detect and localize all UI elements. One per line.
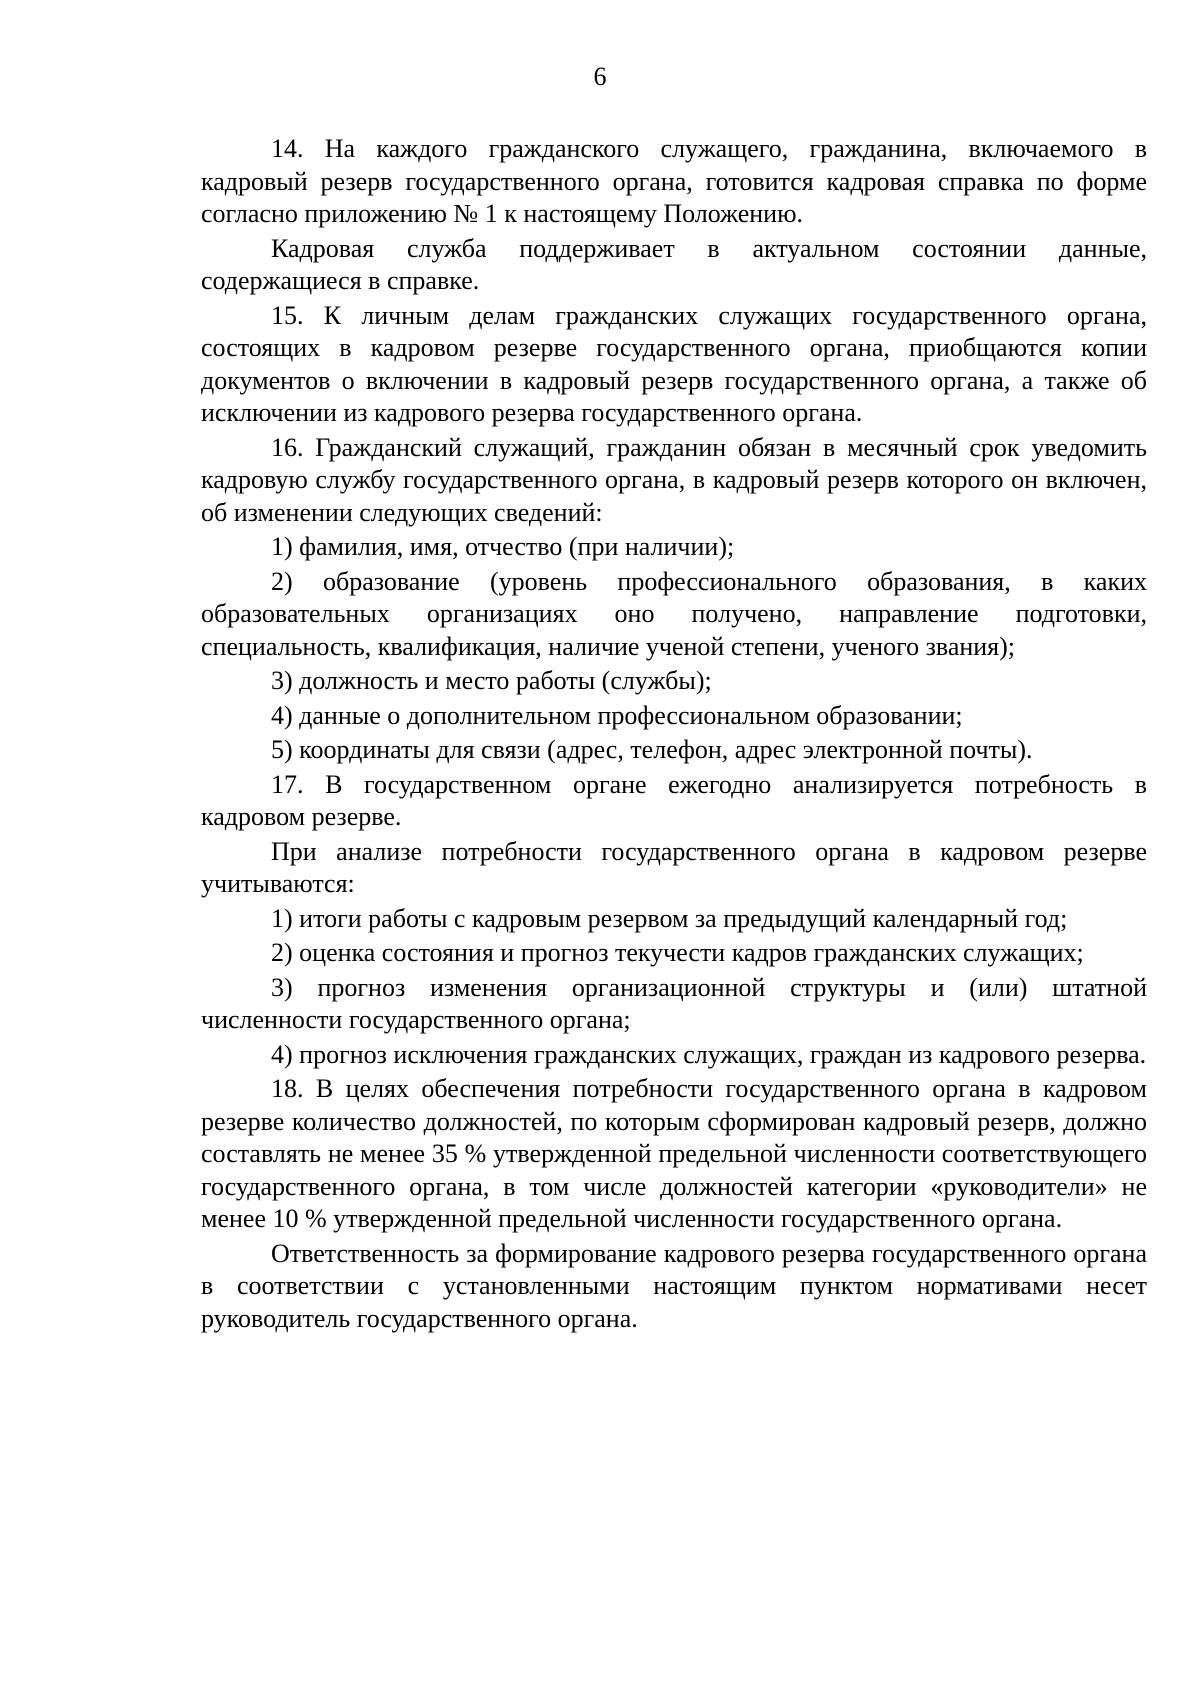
list-item-17-2: 2) оценка состояния и прогноз текучести кадров гражданских служащих; [271, 938, 1084, 967]
paragraph-18: 18. В целях обеспечения потребности государственного органа в кадровом резерве количество должностей, по которым сформирован кадровый резерв, должно составлять не менее 35 % утвержденной предельной численности соответствующего государственного органа, в том числе должностей категории «руководители» не менее 10 % утвержденной предельной численности государственного органа. [201, 1074, 1147, 1233]
list-item-16-1: 1) фамилия, имя, отчество (при наличии); [271, 532, 735, 561]
page-number: 6 [593, 62, 607, 91]
list-item-17-4: 4) прогноз исключения гражданских служащих, граждан из кадрового резерва. [271, 1039, 1147, 1069]
paragraph-14: 14. На каждого гражданского служащего, гражданина, включаемого в кадровый резерв государственного органа, готовится кадровая справка по форме согласно приложению № 1 к настоящему Положению. [201, 134, 1147, 228]
paragraph-15: 15. К личным делам гражданских служащих государственного органа, состоящих в кадровом резерве государственного органа, приобщаются копии документов о включении в кадровый резерв государственного органа, а также об исключении из кадрового резерва государственного органа. [201, 300, 1147, 427]
list-item-17-1: 1) итоги работы с кадровым резервом за предыдущий календарный год; [271, 903, 1068, 933]
paragraph-14-continuation: Кадровая служба поддерживает в актуальном состоянии данные, содержащиеся в справке. [201, 233, 1147, 295]
paragraph-16: 16. Гражданский служащий, гражданин обязан в месячный срок уведомить кадровую службу государственного органа, в кадровый резерв которого он включен, об изменении следующих сведений: [201, 432, 1147, 527]
list-item-16-5: 5) координаты для связи (адрес, телефон, адрес электронной почты). [271, 735, 1033, 764]
list-item-16-3: 3) должность и место работы (службы); [271, 666, 712, 695]
list-item-16-4: 4) данные о дополнительном профессиональном образовании; [271, 700, 963, 730]
paragraph-17: 17. В государственном органе ежегодно анализируется потребность в кадровом резерве. [201, 769, 1147, 831]
paragraph-17-continuation: При анализе потребности государственного органа в кадровом резерве учитываются: [201, 836, 1147, 898]
list-item-17-3: 3) прогноз изменения организационной структуры и (или) штатной численности государственного органа; [201, 972, 1147, 1034]
list-item-16-2: 2) образование (уровень профессионального образования, в каких образовательных организациях оно получено, направление подготовки, специальность, квалификация, наличие ученой степени, ученого звания); [201, 566, 1147, 661]
paragraph-18-continuation: Ответственность за формирование кадрового резерва государственного органа в соответствии с установленными настоящим пунктом нормативами несет руководитель государственного органа. [201, 1238, 1147, 1333]
document-body [201, 133, 1147, 1337]
